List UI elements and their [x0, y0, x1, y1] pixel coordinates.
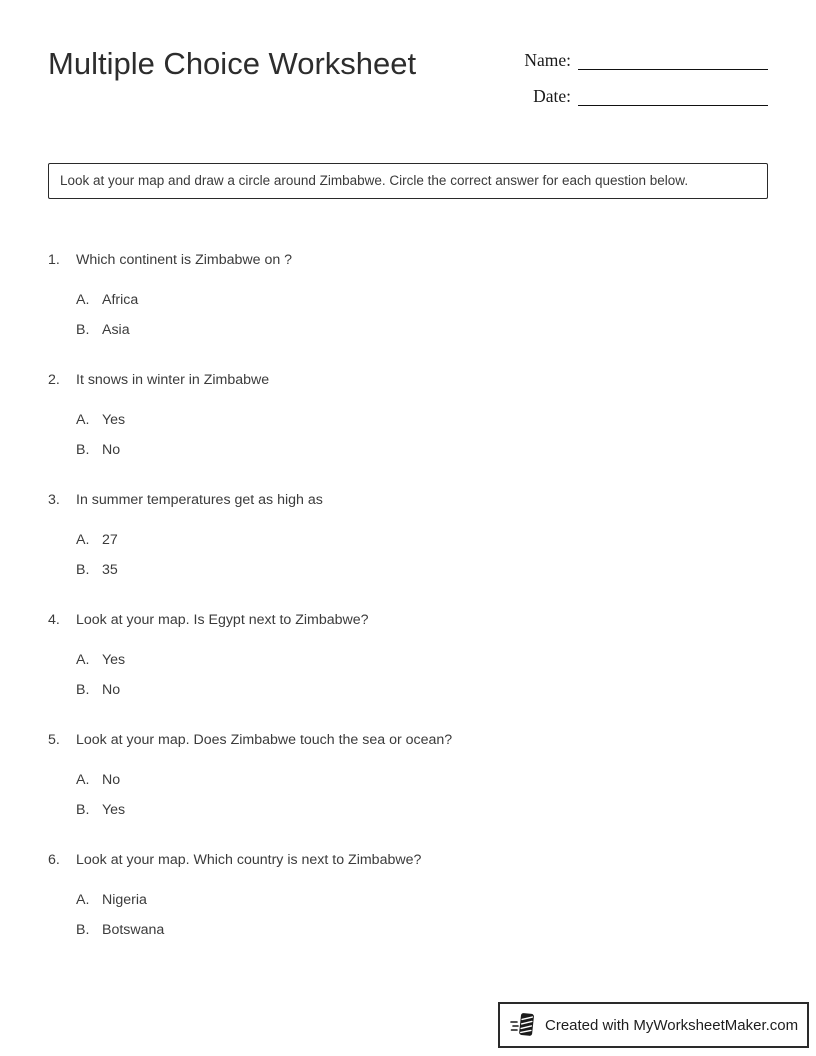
option-text: No	[102, 682, 121, 698]
option-text: Yes	[102, 412, 126, 428]
date-blank-line	[578, 86, 768, 106]
answer-option	[76, 771, 768, 790]
name-date-block	[524, 50, 768, 122]
question-5	[48, 731, 768, 820]
name-label: Name:	[524, 50, 571, 70]
option-text: No	[102, 442, 121, 458]
name-field-row	[524, 50, 768, 70]
question-6	[48, 851, 768, 940]
option-text: Yes	[102, 652, 126, 668]
option-letter: A.	[76, 772, 90, 788]
question-3	[48, 491, 768, 580]
option-letter: B.	[76, 802, 90, 818]
option-text: Yes	[102, 802, 126, 818]
flying-worksheet-logo-icon	[510, 1011, 538, 1039]
question-text: Which continent is Zimbabwe on ?	[76, 252, 293, 268]
question-text: Look at your map. Which country is next to Zimbabwe?	[76, 852, 422, 868]
option-letter: B.	[76, 922, 90, 938]
option-letter: A.	[76, 892, 90, 908]
option-letter: A.	[76, 652, 90, 668]
option-text: 35	[102, 562, 118, 578]
answer-option	[76, 411, 768, 430]
instructions-box	[48, 163, 768, 199]
page-title: Multiple Choice Worksheet	[48, 46, 417, 81]
answer-option	[76, 561, 768, 580]
answer-option	[76, 891, 768, 910]
question-1	[48, 251, 768, 340]
answer-option	[76, 291, 768, 310]
question-row	[48, 851, 768, 870]
option-text: 27	[102, 532, 118, 548]
question-number: 3.	[48, 492, 60, 508]
option-text: Africa	[102, 292, 139, 308]
question-row	[48, 251, 768, 270]
question-row	[48, 371, 768, 390]
instructions-text: Look at your map and draw a circle around Zimbabwe. Circle the correct answer for each question below.	[60, 173, 689, 188]
option-letter: A.	[76, 532, 90, 548]
name-blank-line	[578, 50, 768, 70]
question-row	[48, 731, 768, 750]
option-text: No	[102, 772, 121, 788]
option-letter: B.	[76, 442, 90, 458]
question-row	[48, 491, 768, 510]
question-number: 2.	[48, 372, 60, 388]
date-label: Date:	[533, 86, 571, 106]
option-letter: A.	[76, 412, 90, 428]
answer-option	[76, 801, 768, 820]
answer-option	[76, 531, 768, 550]
option-text: Botswana	[102, 922, 165, 938]
option-letter: B.	[76, 322, 90, 338]
question-number: 6.	[48, 852, 60, 868]
question-text: Look at your map. Does Zimbabwe touch the sea or ocean?	[76, 732, 453, 748]
option-letter: A.	[76, 292, 90, 308]
answer-option	[76, 321, 768, 340]
credit-text: Created with MyWorksheetMaker.com	[545, 1016, 799, 1034]
answer-option	[76, 441, 768, 460]
question-number: 4.	[48, 612, 60, 628]
question-list	[48, 251, 768, 971]
answer-option	[76, 681, 768, 700]
option-text: Asia	[102, 322, 130, 338]
option-text: Nigeria	[102, 892, 147, 908]
credit-badge	[498, 1002, 809, 1048]
answer-option	[76, 651, 768, 670]
question-text: Look at your map. Is Egypt next to Zimbabwe?	[76, 612, 369, 628]
question-text: In summer temperatures get as high as	[76, 492, 323, 508]
question-2	[48, 371, 768, 460]
question-4	[48, 611, 768, 700]
question-row	[48, 611, 768, 630]
option-letter: B.	[76, 682, 90, 698]
question-text: It snows in winter in Zimbabwe	[76, 372, 270, 388]
option-letter: B.	[76, 562, 90, 578]
date-field-row	[524, 86, 768, 106]
question-number: 1.	[48, 252, 60, 268]
question-number: 5.	[48, 732, 60, 748]
answer-option	[76, 921, 768, 940]
